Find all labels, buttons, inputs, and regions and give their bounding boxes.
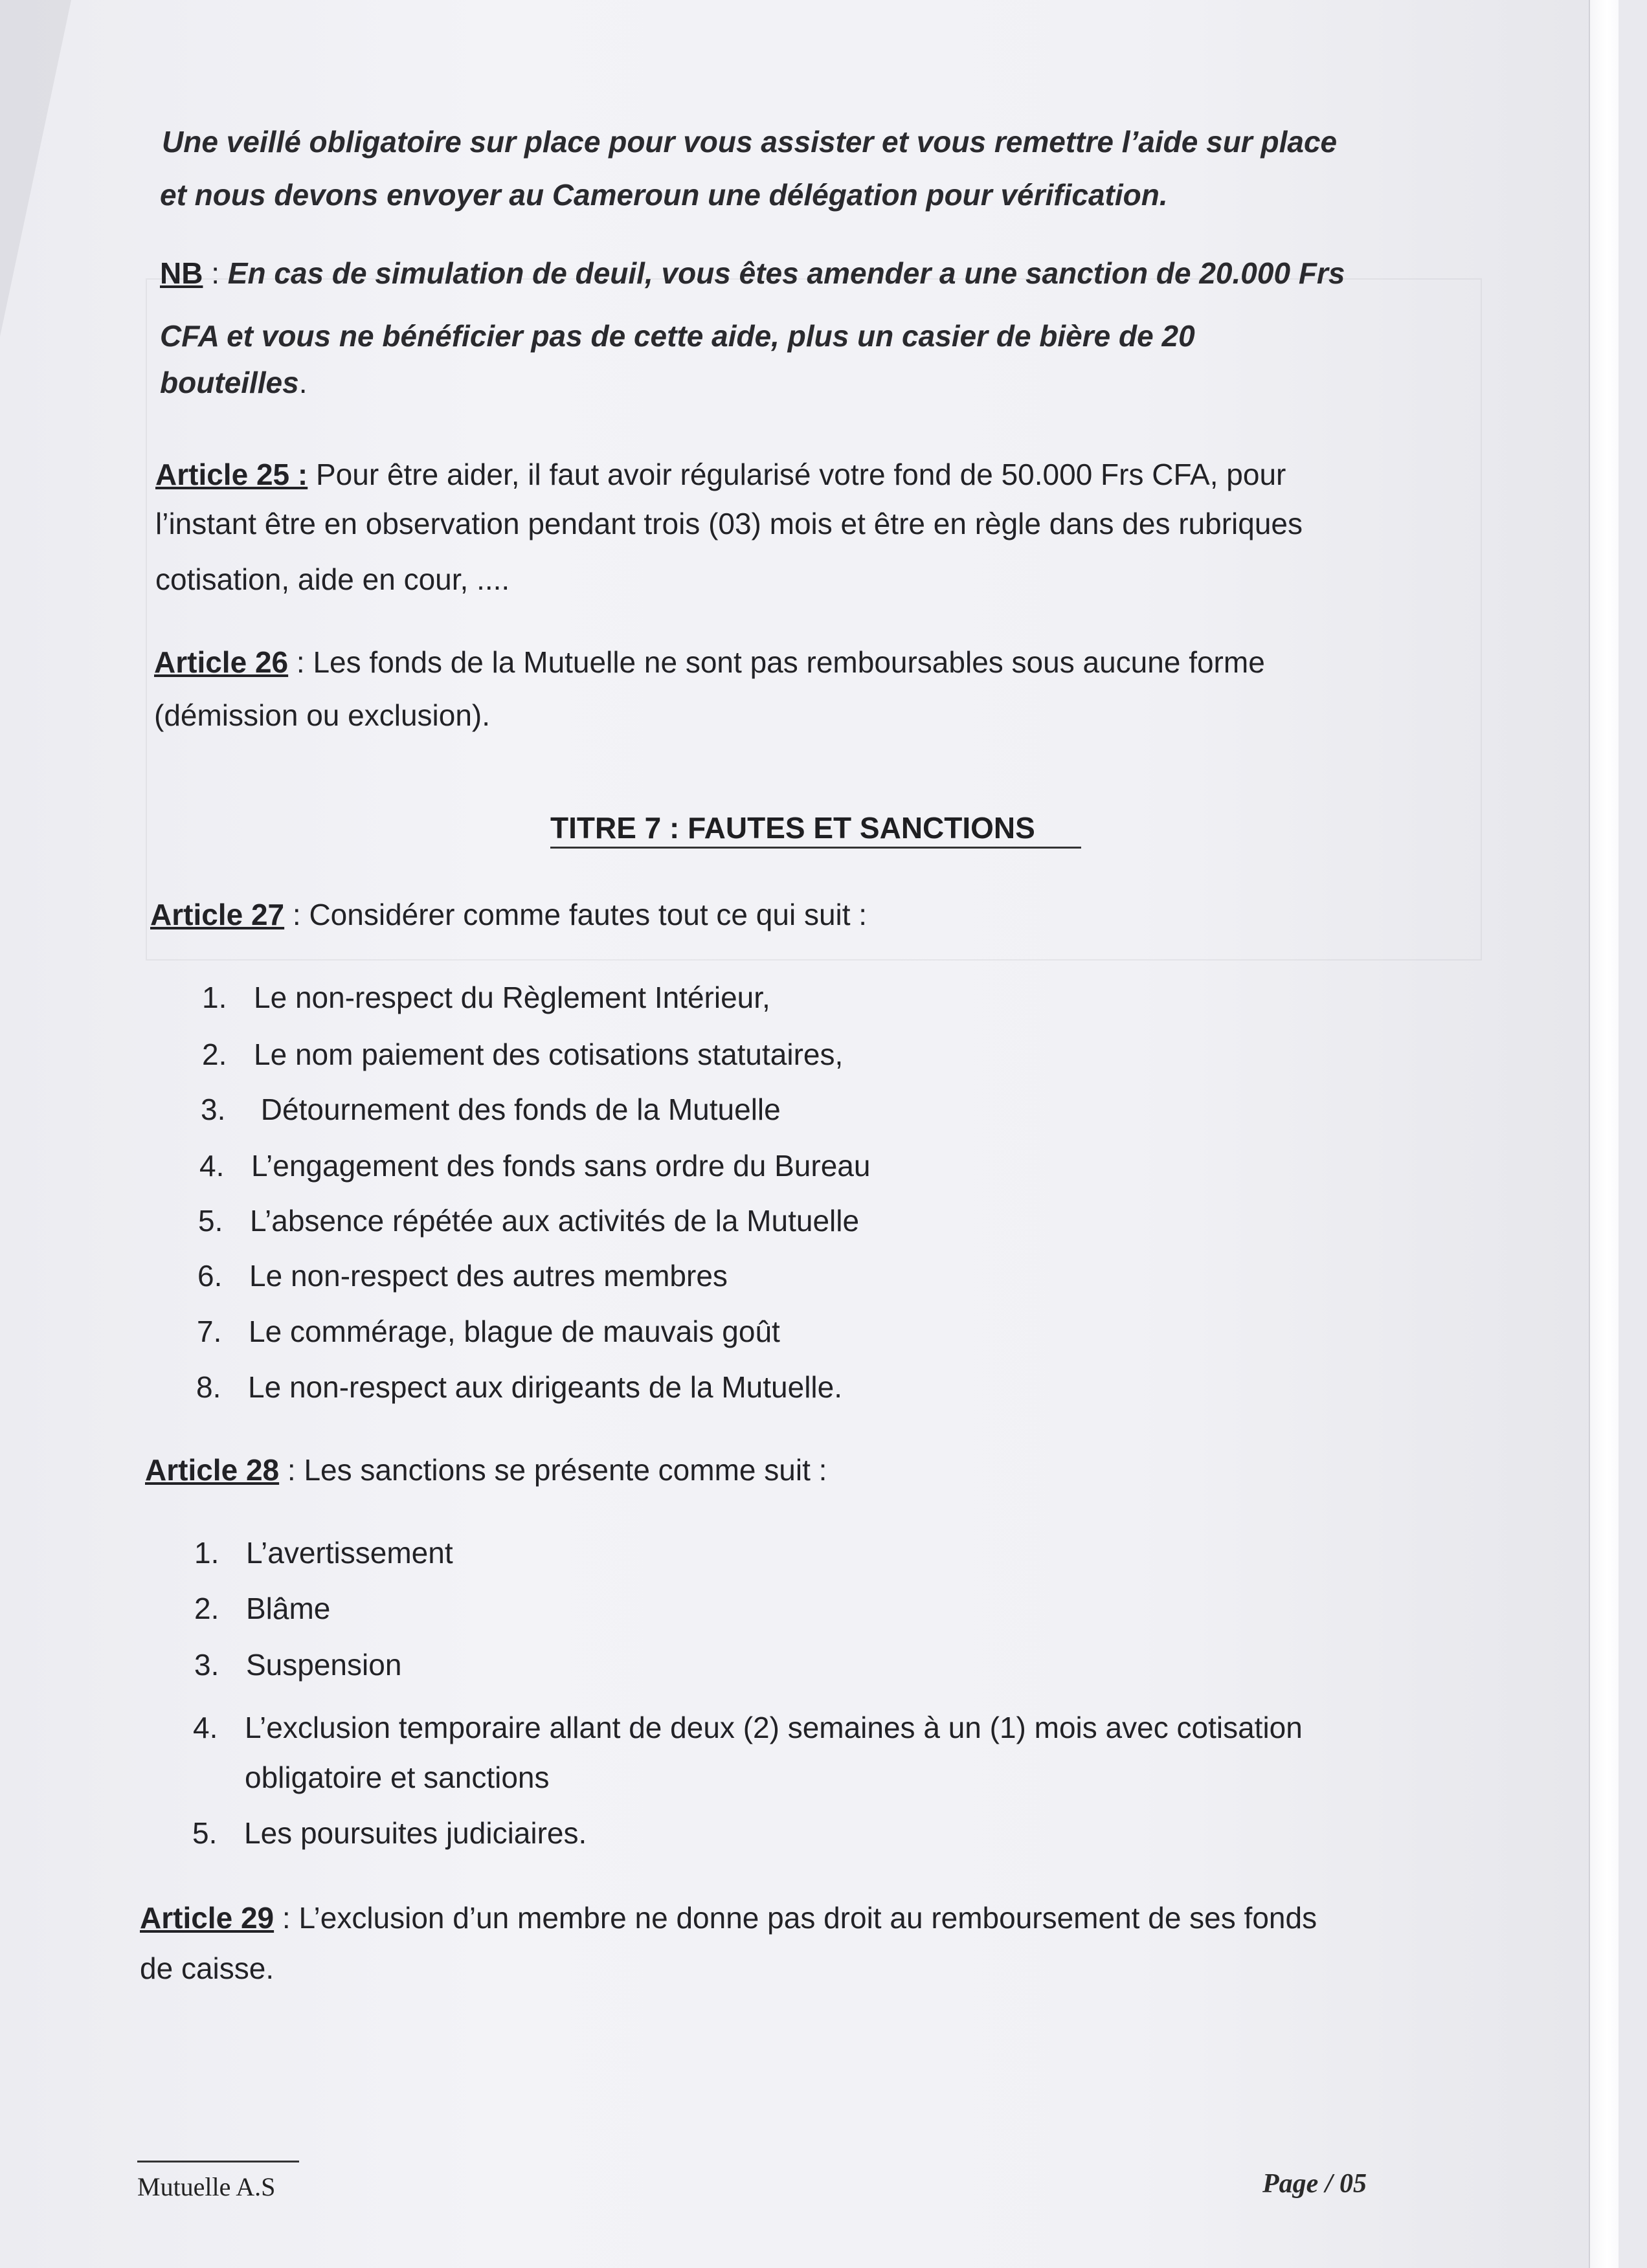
- list-text: L’avertissement: [246, 1536, 453, 1570]
- page-number: Page / 05: [1262, 2169, 1367, 2199]
- footer-rule: [137, 2161, 299, 2162]
- list-number: 5.: [192, 1816, 218, 1850]
- list-text: Blâme: [246, 1592, 331, 1625]
- list-text: Le nom paiement des cotisations statutaires,: [254, 1038, 844, 1071]
- list-text: L’absence répétée aux activités de la Mutuelle: [250, 1204, 860, 1238]
- list-text: Suspension: [246, 1648, 402, 1682]
- section-title-7: [550, 810, 1081, 849]
- list-item: [192, 1808, 587, 1858]
- article-27-heading: [150, 889, 867, 940]
- title-underline: [550, 847, 1081, 849]
- list-number: 2.: [202, 1038, 227, 1071]
- article-25-line-2: l’instant être en observation pendant trois (03) mois et être en règle dans des rubriques: [155, 507, 1303, 540]
- list-number: 1.: [202, 981, 227, 1014]
- article-25-line-3: cotisation, aide en cour, ....: [155, 562, 510, 596]
- nb-label: NB: [160, 256, 203, 290]
- list-item: [194, 1583, 330, 1634]
- list-item: [196, 1362, 842, 1412]
- list-item: [199, 1140, 870, 1191]
- nb-line-2: CFA et vous ne bénéficier pas de cette aide, plus un casier de bière de 20: [160, 319, 1195, 353]
- article-29-line-1: [140, 1893, 1317, 1943]
- intro-line-2: et nous devons envoyer au Cameroun une délégation pour vérification.: [160, 178, 1168, 212]
- list-text: Le non-respect aux dirigeants de la Mutuelle.: [248, 1370, 843, 1404]
- article-28-text: : Les sanctions se présente comme suit :: [279, 1453, 827, 1487]
- list-number: 1.: [194, 1536, 219, 1570]
- article-26-text-1: : Les fonds de la Mutuelle ne sont pas remboursables sous aucune forme: [288, 645, 1265, 679]
- list-item: [197, 1251, 728, 1301]
- list-number: 8.: [196, 1370, 221, 1404]
- list-text: L’exclusion temporaire allant de deux (2) semaines à un (1) mois avec cotisation: [245, 1711, 1303, 1744]
- list-item-continuation: [193, 1752, 550, 1803]
- list-text: Détournement des fonds de la Mutuelle: [252, 1093, 781, 1126]
- list-number: 7.: [197, 1315, 222, 1348]
- list-text: L’engagement des fonds sans ordre du Bureau: [251, 1149, 871, 1183]
- nb-line-1: [160, 248, 1345, 298]
- list-text: Le non-respect des autres membres: [249, 1259, 728, 1293]
- article-27-text: : Considérer comme fautes tout ce qui suit :: [284, 898, 868, 931]
- list-number: 3.: [194, 1648, 219, 1682]
- article-26-line-1: [154, 637, 1265, 687]
- list-text: Le non-respect du Règlement Intérieur,: [254, 981, 770, 1014]
- list-number: 2.: [194, 1592, 219, 1625]
- list-number: 4.: [199, 1149, 225, 1183]
- section-title-7-text: TITRE 7 : FAUTES ET SANCTIONS: [550, 811, 1035, 845]
- footer-organization: Mutuelle A.S: [137, 2172, 276, 2201]
- nb-separator: :: [203, 256, 228, 290]
- list-text: Le commérage, blague de mauvais goût: [249, 1315, 780, 1348]
- list-number: 6.: [197, 1259, 223, 1293]
- article-28-heading: [145, 1445, 827, 1495]
- list-item: [197, 1306, 780, 1357]
- article-25-text-1: Pour être aider, il faut avoir régularisé votre fond de 50.000 Frs CFA, pour: [308, 458, 1286, 491]
- article-28-label: Article 28: [145, 1453, 280, 1487]
- article-25-line-1: [155, 449, 1286, 500]
- list-text: obligatoire et sanctions: [245, 1761, 550, 1794]
- intro-line-1: Une veillé obligatoire sur place pour vous assister et vous remettre l’aide sur place: [162, 125, 1338, 159]
- list-item: [202, 1029, 843, 1080]
- article-25-label: Article 25 :: [155, 458, 308, 491]
- list-number: 5.: [198, 1204, 223, 1238]
- list-text: Les poursuites judiciaires.: [244, 1816, 587, 1850]
- list-item: [193, 1702, 1303, 1753]
- list-item: [198, 1195, 859, 1246]
- list-number: 4.: [193, 1711, 218, 1744]
- footer-left: [137, 2161, 299, 2202]
- article-29-text-1: : L’exclusion d’un membre ne donne pas droit au remboursement de ses fonds: [274, 1901, 1317, 1935]
- article-27-label: Article 27: [150, 898, 285, 931]
- nb-text-3: bouteilles: [160, 366, 299, 399]
- list-item: [201, 1084, 781, 1135]
- article-29-label: Article 29: [140, 1901, 274, 1935]
- nb-line-3: [160, 357, 308, 408]
- article-29-line-2: de caisse.: [140, 1951, 274, 1985]
- list-item: [194, 1640, 401, 1690]
- nb-text-1: En cas de simulation de deuil, vous êtes amender a une sanction de 20.000 Frs: [227, 256, 1345, 290]
- nb-text-3-end: .: [298, 366, 308, 399]
- article-26-label: Article 26: [154, 645, 289, 679]
- list-item: [202, 972, 770, 1023]
- article-26-line-2: (démission ou exclusion).: [154, 698, 491, 732]
- list-number: 3.: [201, 1093, 226, 1126]
- list-item: [194, 1528, 453, 1578]
